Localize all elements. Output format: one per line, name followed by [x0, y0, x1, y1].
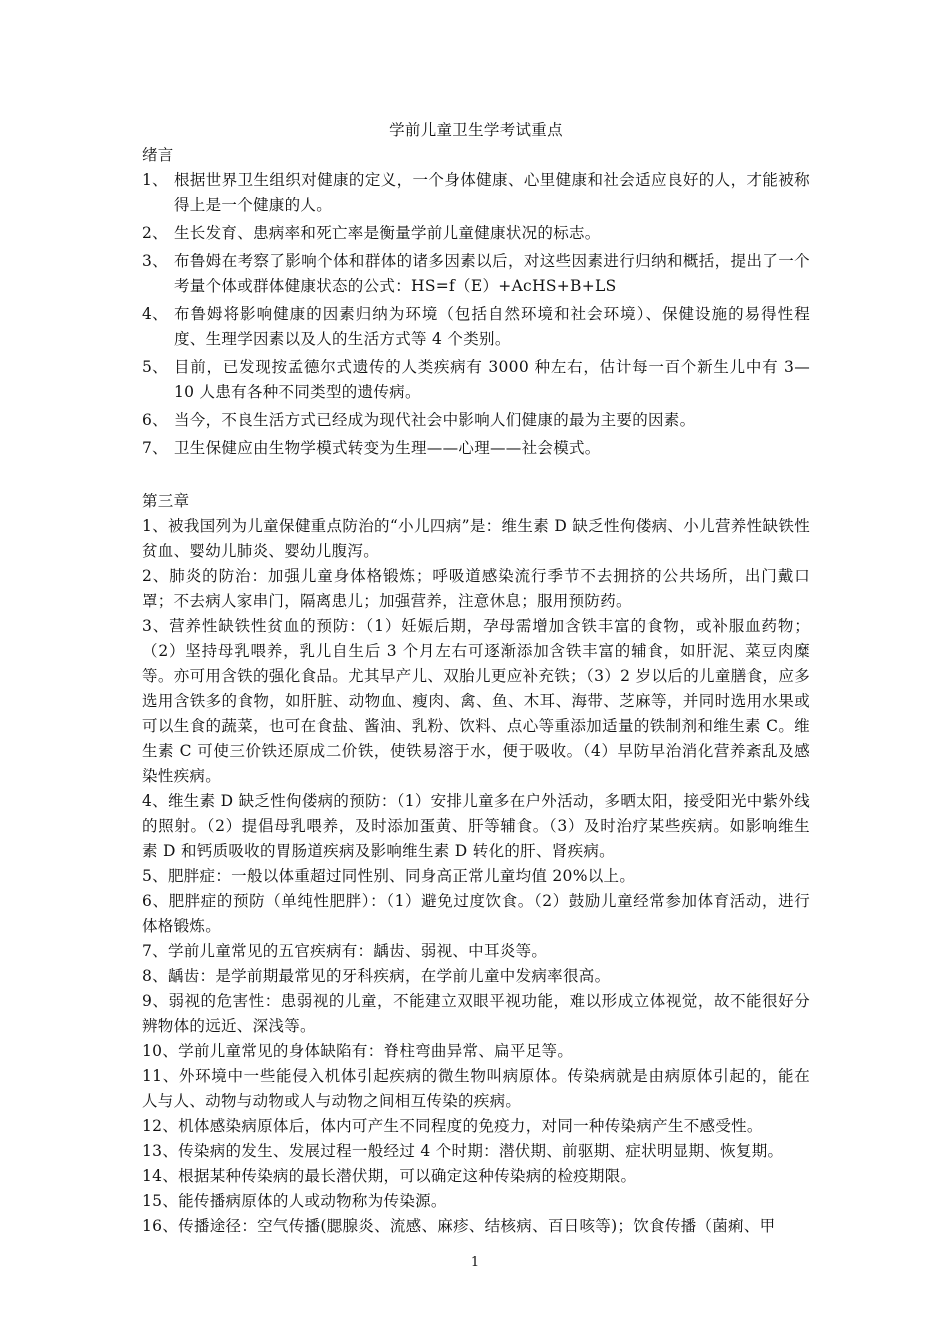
item-text: 生长发育、患病率和死亡率是衡量学前儿童健康状况的标志。	[174, 224, 601, 242]
page-number: 1	[470, 1255, 480, 1270]
paragraph: 8、龋齿：是学前期最常见的牙科疾病，在学前儿童中发病率很高。	[142, 967, 611, 985]
paragraph: 15、能传播病原体的人或动物称为传染源。	[142, 1192, 447, 1210]
item-number: 2、	[142, 224, 168, 242]
list-item	[142, 249, 810, 299]
chapter-3-section	[142, 489, 810, 1239]
paragraph: 11、外环境中一些能侵入机体引起疾病的微生物叫病原体。传染病就是由病原体引起的，能在人与人、动物与动物或人与动物之间相互传染的疾病。	[142, 1067, 810, 1110]
section-spacer	[142, 464, 810, 489]
paragraph: 13、传染病的发生、发展过程一般经过 4 个时期：潜伏期、前驱期、症状明显期、恢复期。	[142, 1142, 784, 1160]
item-number: 6、	[142, 411, 168, 429]
list-item	[142, 408, 810, 433]
list-item	[142, 302, 810, 352]
intro-list	[142, 168, 810, 461]
item-number: 5、	[142, 358, 168, 376]
list-item	[142, 221, 810, 246]
item-number: 3、	[142, 252, 168, 270]
item-text: 目前，已发现按孟德尔式遗传的人类疾病有 3000 种左右，估计每一百个新生儿中有 3—10 人患有各种不同类型的遗传病。	[174, 358, 810, 401]
document-title: 学前儿童卫生学考试重点	[389, 121, 563, 139]
paragraph: 3、营养性缺铁性贫血的预防：（1）妊娠后期，孕母需增加含铁丰富的食物，或补服血药物；（2）坚持母乳喂养，乳儿自生后 3 个月左右可逐渐添加含铁丰富的辅食，如肝泥、菜豆肉糜等。亦可用含铁的强化食品。尤其早产儿、双胎儿更应补充铁；（3）2 岁以后的儿童膳食，应多选用含铁多的食物，如肝脏、动物血、瘦肉、禽、鱼、木耳、海带、芝麻等，并同时选用水果或可以生食的蔬菜，也可在食盐、酱油、乳粉、饮料、点心等重添加适量的铁制剂和维生素 C。维生素 C 可使三价铁还原成二价铁，使铁易溶于水，便于吸收。（4）早防早治消化营养紊乱及感染性疾病。	[142, 617, 810, 785]
item-text: 根据世界卫生组织对健康的定义，一个身体健康、心里健康和社会适应良好的人，才能被称得上是一个健康的人。	[174, 171, 810, 214]
item-text: 布鲁姆在考察了影响个体和群体的诸多因素以后，对这些因素进行归纳和概括，提出了一个考量个体或群体健康状态的公式：HS=f（E）+AcHS+B+LS	[174, 252, 810, 295]
paragraph: 16、传播途径：空气传播(腮腺炎、流感、麻疹、结核病、百日咳等)；饮食传播（菌痢、甲	[142, 1217, 776, 1235]
paragraph: 4、维生素 D 缺乏性佝偻病的预防：（1）安排儿童多在户外活动，多晒太阳，接受阳光中紫外线的照射。（2）提倡母乳喂养，及时添加蛋黄、肝等辅食。（3）及时治疗某些疾病。如影响维生素 D 和钙质吸收的胃肠道疾病及影响维生素 D 转化的肝、肾疾病。	[142, 792, 810, 860]
paragraph: 9、弱视的危害性：患弱视的儿童，不能建立双眼平视功能，难以形成立体视觉，故不能很好分辨物体的远近、深浅等。	[142, 992, 810, 1035]
paragraph: 5、肥胖症：一般以体重超过同性别、同身高正常儿童均值 20%以上。	[142, 867, 636, 885]
intro-heading: 绪言	[142, 146, 174, 164]
item-number: 7、	[142, 439, 168, 457]
item-number: 1、	[142, 171, 168, 189]
item-text: 当今，不良生活方式已经成为现代社会中影响人们健康的最为主要的因素。	[174, 411, 696, 429]
paragraph: 6、肥胖症的预防（单纯性肥胖）：（1）避免过度饮食。（2）鼓励儿童经常参加体育活动，进行体格锻炼。	[142, 892, 810, 935]
paragraph: 7、学前儿童常见的五官疾病有：龋齿、弱视、中耳炎等。	[142, 942, 548, 960]
intro-section	[142, 143, 810, 461]
item-text: 卫生保健应由生物学模式转变为生理——心理——社会模式。	[174, 439, 601, 457]
list-item	[142, 436, 810, 461]
list-item	[142, 168, 810, 218]
paragraph: 2、肺炎的防治：加强儿童身体格锻炼；呼吸道感染流行季节不去拥挤的公共场所，出门戴口罩；不去病人家串门，隔离患儿；加强营养，注意休息；服用预防药。	[142, 567, 810, 610]
item-text: 布鲁姆将影响健康的因素归纳为环境（包括自然环境和社会环境）、保健设施的易得性程度、生理学因素以及人的生活方式等 4 个类别。	[174, 305, 810, 348]
paragraph: 12、机体感染病原体后，体内可产生不同程度的免疫力，对同一种传染病产生不感受性。	[142, 1117, 763, 1135]
paragraph: 14、根据某种传染病的最长潜伏期，可以确定这种传染病的检疫期限。	[142, 1167, 637, 1185]
paragraph: 1、被我国列为儿童保健重点防治的“小儿四病”是：维生素 D 缺乏性佝偻病、小儿营养性缺铁性贫血、婴幼儿肺炎、婴幼儿腹泻。	[142, 517, 810, 560]
chapter-3-heading: 第三章	[142, 492, 190, 510]
document-body	[142, 118, 810, 1239]
list-item	[142, 355, 810, 405]
paragraph: 10、学前儿童常见的身体缺陷有：脊柱弯曲异常、扁平足等。	[142, 1042, 574, 1060]
item-number: 4、	[142, 305, 168, 323]
